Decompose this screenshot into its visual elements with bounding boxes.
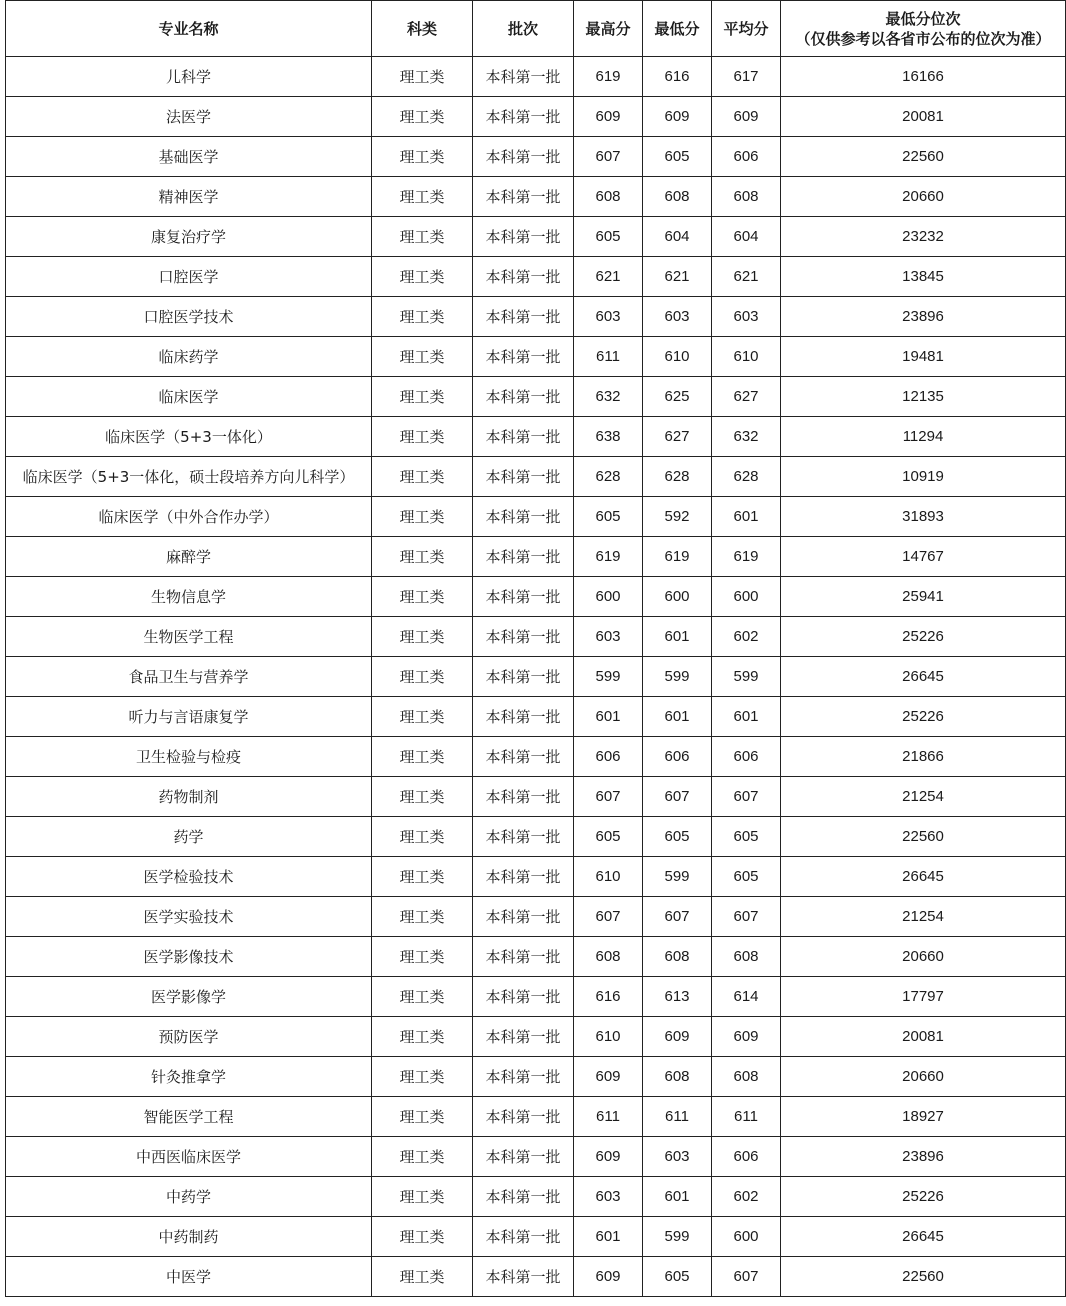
cell-major-name: 预防医学 xyxy=(6,1017,372,1057)
cell-avg-score: 604 xyxy=(712,217,781,257)
cell-batch: 本科第一批 xyxy=(473,1057,574,1097)
cell-batch: 本科第一批 xyxy=(473,97,574,137)
cell-category: 理工类 xyxy=(372,497,473,537)
cell-batch: 本科第一批 xyxy=(473,617,574,657)
cell-max-score: 609 xyxy=(574,1137,643,1177)
cell-category: 理工类 xyxy=(372,577,473,617)
cell-avg-score: 605 xyxy=(712,857,781,897)
table-row xyxy=(6,937,1066,977)
header-min-rank-note: （仅供参考以各省市公布的位次为准） xyxy=(795,29,1051,48)
cell-category: 理工类 xyxy=(372,657,473,697)
cell-min-score: 610 xyxy=(643,337,712,377)
cell-max-score: 619 xyxy=(574,537,643,577)
cell-major-name: 临床医学（5+3一体化） xyxy=(6,417,372,457)
cell-category: 理工类 xyxy=(372,1017,473,1057)
cell-avg-score: 603 xyxy=(712,297,781,337)
table-header xyxy=(6,1,1066,57)
cell-min-score: 613 xyxy=(643,977,712,1017)
cell-max-score: 609 xyxy=(574,1057,643,1097)
cell-min-score: 601 xyxy=(643,617,712,657)
cell-category: 理工类 xyxy=(372,1177,473,1217)
cell-avg-score: 605 xyxy=(712,817,781,857)
cell-major-name: 医学影像技术 xyxy=(6,937,372,977)
cell-min-rank: 20660 xyxy=(781,937,1066,977)
cell-max-score: 608 xyxy=(574,937,643,977)
cell-max-score: 600 xyxy=(574,577,643,617)
table-row xyxy=(6,1217,1066,1257)
cell-max-score: 603 xyxy=(574,297,643,337)
cell-avg-score: 610 xyxy=(712,337,781,377)
cell-category: 理工类 xyxy=(372,337,473,377)
cell-min-rank: 26645 xyxy=(781,657,1066,697)
cell-avg-score: 621 xyxy=(712,257,781,297)
cell-category: 理工类 xyxy=(372,1137,473,1177)
cell-avg-score: 600 xyxy=(712,1217,781,1257)
cell-min-score: 627 xyxy=(643,417,712,457)
cell-min-score: 609 xyxy=(643,97,712,137)
cell-max-score: 606 xyxy=(574,737,643,777)
cell-min-rank: 20081 xyxy=(781,97,1066,137)
header-min-score: 最低分 xyxy=(643,1,712,57)
cell-batch: 本科第一批 xyxy=(473,377,574,417)
cell-avg-score: 608 xyxy=(712,1057,781,1097)
cell-category: 理工类 xyxy=(372,697,473,737)
cell-major-name: 法医学 xyxy=(6,97,372,137)
table-row xyxy=(6,1257,1066,1297)
cell-avg-score: 614 xyxy=(712,977,781,1017)
table-row xyxy=(6,1017,1066,1057)
cell-min-score: 599 xyxy=(643,657,712,697)
cell-major-name: 医学影像学 xyxy=(6,977,372,1017)
cell-min-score: 605 xyxy=(643,137,712,177)
cell-min-rank: 25226 xyxy=(781,617,1066,657)
cell-avg-score: 609 xyxy=(712,97,781,137)
cell-min-score: 625 xyxy=(643,377,712,417)
cell-category: 理工类 xyxy=(372,817,473,857)
cell-batch: 本科第一批 xyxy=(473,337,574,377)
cell-batch: 本科第一批 xyxy=(473,657,574,697)
cell-batch: 本科第一批 xyxy=(473,737,574,777)
cell-category: 理工类 xyxy=(372,377,473,417)
cell-category: 理工类 xyxy=(372,297,473,337)
table-row xyxy=(6,737,1066,777)
cell-min-score: 603 xyxy=(643,297,712,337)
cell-min-score: 608 xyxy=(643,1057,712,1097)
cell-category: 理工类 xyxy=(372,897,473,937)
cell-batch: 本科第一批 xyxy=(473,297,574,337)
cell-min-score: 605 xyxy=(643,1257,712,1297)
cell-major-name: 药学 xyxy=(6,817,372,857)
cell-major-name: 食品卫生与营养学 xyxy=(6,657,372,697)
cell-min-rank: 21254 xyxy=(781,897,1066,937)
table-row xyxy=(6,57,1066,97)
cell-max-score: 611 xyxy=(574,337,643,377)
cell-major-name: 麻醉学 xyxy=(6,537,372,577)
cell-batch: 本科第一批 xyxy=(473,257,574,297)
table-row xyxy=(6,137,1066,177)
cell-min-score: 592 xyxy=(643,497,712,537)
cell-batch: 本科第一批 xyxy=(473,1137,574,1177)
cell-major-name: 临床医学（中外合作办学） xyxy=(6,497,372,537)
cell-batch: 本科第一批 xyxy=(473,417,574,457)
cell-major-name: 临床医学（5+3一体化，硕士段培养方向儿科学） xyxy=(6,457,372,497)
cell-avg-score: 627 xyxy=(712,377,781,417)
cell-batch: 本科第一批 xyxy=(473,217,574,257)
cell-min-score: 605 xyxy=(643,817,712,857)
cell-avg-score: 600 xyxy=(712,577,781,617)
header-min-rank xyxy=(781,1,1066,57)
cell-avg-score: 608 xyxy=(712,937,781,977)
cell-max-score: 605 xyxy=(574,217,643,257)
cell-avg-score: 611 xyxy=(712,1097,781,1137)
cell-major-name: 临床医学 xyxy=(6,377,372,417)
table-row xyxy=(6,1097,1066,1137)
cell-batch: 本科第一批 xyxy=(473,937,574,977)
cell-min-score: 607 xyxy=(643,897,712,937)
cell-batch: 本科第一批 xyxy=(473,577,574,617)
cell-category: 理工类 xyxy=(372,97,473,137)
cell-min-score: 604 xyxy=(643,217,712,257)
cell-min-rank: 11294 xyxy=(781,417,1066,457)
table-row xyxy=(6,897,1066,937)
table-row xyxy=(6,377,1066,417)
cell-max-score: 607 xyxy=(574,777,643,817)
cell-category: 理工类 xyxy=(372,777,473,817)
cell-batch: 本科第一批 xyxy=(473,457,574,497)
table-row xyxy=(6,537,1066,577)
header-major-name: 专业名称 xyxy=(6,1,372,57)
cell-batch: 本科第一批 xyxy=(473,1217,574,1257)
cell-avg-score: 606 xyxy=(712,1137,781,1177)
cell-min-score: 599 xyxy=(643,857,712,897)
header-avg-score: 平均分 xyxy=(712,1,781,57)
cell-min-score: 607 xyxy=(643,777,712,817)
table-row xyxy=(6,257,1066,297)
cell-min-rank: 20660 xyxy=(781,177,1066,217)
cell-max-score: 638 xyxy=(574,417,643,457)
cell-major-name: 医学实验技术 xyxy=(6,897,372,937)
cell-category: 理工类 xyxy=(372,257,473,297)
cell-min-rank: 19481 xyxy=(781,337,1066,377)
cell-batch: 本科第一批 xyxy=(473,897,574,937)
cell-category: 理工类 xyxy=(372,617,473,657)
cell-major-name: 中西医临床医学 xyxy=(6,1137,372,1177)
cell-major-name: 生物医学工程 xyxy=(6,617,372,657)
cell-max-score: 603 xyxy=(574,617,643,657)
cell-avg-score: 632 xyxy=(712,417,781,457)
cell-max-score: 605 xyxy=(574,817,643,857)
cell-major-name: 智能医学工程 xyxy=(6,1097,372,1137)
cell-min-score: 619 xyxy=(643,537,712,577)
cell-major-name: 针灸推拿学 xyxy=(6,1057,372,1097)
table-row xyxy=(6,977,1066,1017)
table-row xyxy=(6,97,1066,137)
cell-batch: 本科第一批 xyxy=(473,1017,574,1057)
cell-min-rank: 17797 xyxy=(781,977,1066,1017)
cell-min-score: 611 xyxy=(643,1097,712,1137)
table-row xyxy=(6,1177,1066,1217)
cell-min-score: 600 xyxy=(643,577,712,617)
cell-min-rank: 20660 xyxy=(781,1057,1066,1097)
table-row xyxy=(6,337,1066,377)
cell-avg-score: 601 xyxy=(712,497,781,537)
cell-max-score: 632 xyxy=(574,377,643,417)
cell-min-rank: 25226 xyxy=(781,1177,1066,1217)
cell-min-rank: 22560 xyxy=(781,137,1066,177)
table-row xyxy=(6,497,1066,537)
header-category: 科类 xyxy=(372,1,473,57)
table-row xyxy=(6,417,1066,457)
cell-max-score: 616 xyxy=(574,977,643,1017)
cell-min-score: 628 xyxy=(643,457,712,497)
cell-major-name: 中药制药 xyxy=(6,1217,372,1257)
table-row xyxy=(6,457,1066,497)
cell-min-rank: 21254 xyxy=(781,777,1066,817)
table-row xyxy=(6,777,1066,817)
cell-category: 理工类 xyxy=(372,417,473,457)
cell-batch: 本科第一批 xyxy=(473,697,574,737)
cell-avg-score: 607 xyxy=(712,897,781,937)
cell-avg-score: 602 xyxy=(712,617,781,657)
cell-max-score: 621 xyxy=(574,257,643,297)
cell-major-name: 精神医学 xyxy=(6,177,372,217)
cell-min-rank: 21866 xyxy=(781,737,1066,777)
cell-major-name: 口腔医学 xyxy=(6,257,372,297)
header-min-rank-title: 最低分位次 xyxy=(885,9,961,28)
cell-avg-score: 602 xyxy=(712,1177,781,1217)
cell-min-rank: 31893 xyxy=(781,497,1066,537)
cell-category: 理工类 xyxy=(372,57,473,97)
cell-major-name: 康复治疗学 xyxy=(6,217,372,257)
cell-min-rank: 25941 xyxy=(781,577,1066,617)
cell-category: 理工类 xyxy=(372,177,473,217)
cell-avg-score: 606 xyxy=(712,737,781,777)
cell-major-name: 基础医学 xyxy=(6,137,372,177)
cell-batch: 本科第一批 xyxy=(473,537,574,577)
cell-min-rank: 26645 xyxy=(781,857,1066,897)
cell-min-score: 621 xyxy=(643,257,712,297)
cell-category: 理工类 xyxy=(372,737,473,777)
cell-min-score: 601 xyxy=(643,697,712,737)
cell-min-rank: 18927 xyxy=(781,1097,1066,1137)
cell-min-score: 606 xyxy=(643,737,712,777)
cell-avg-score: 607 xyxy=(712,1257,781,1297)
table-row xyxy=(6,697,1066,737)
cell-major-name: 口腔医学技术 xyxy=(6,297,372,337)
cell-avg-score: 628 xyxy=(712,457,781,497)
table-row xyxy=(6,857,1066,897)
cell-max-score: 610 xyxy=(574,1017,643,1057)
cell-min-score: 608 xyxy=(643,177,712,217)
cell-major-name: 听力与言语康复学 xyxy=(6,697,372,737)
header-row xyxy=(6,1,1066,57)
table-row xyxy=(6,1137,1066,1177)
cell-max-score: 608 xyxy=(574,177,643,217)
cell-major-name: 医学检验技术 xyxy=(6,857,372,897)
cell-avg-score: 606 xyxy=(712,137,781,177)
cell-avg-score: 599 xyxy=(712,657,781,697)
cell-min-rank: 26645 xyxy=(781,1217,1066,1257)
cell-category: 理工类 xyxy=(372,857,473,897)
cell-max-score: 605 xyxy=(574,497,643,537)
cell-min-rank: 22560 xyxy=(781,817,1066,857)
cell-max-score: 601 xyxy=(574,697,643,737)
cell-batch: 本科第一批 xyxy=(473,1097,574,1137)
cell-min-rank: 16166 xyxy=(781,57,1066,97)
cell-batch: 本科第一批 xyxy=(473,1257,574,1297)
cell-major-name: 临床药学 xyxy=(6,337,372,377)
cell-major-name: 卫生检验与检疫 xyxy=(6,737,372,777)
table-row xyxy=(6,1057,1066,1097)
cell-category: 理工类 xyxy=(372,1097,473,1137)
table-row xyxy=(6,577,1066,617)
header-max-score: 最高分 xyxy=(574,1,643,57)
cell-max-score: 609 xyxy=(574,97,643,137)
table-row xyxy=(6,217,1066,257)
cell-batch: 本科第一批 xyxy=(473,857,574,897)
cell-min-rank: 22560 xyxy=(781,1257,1066,1297)
cell-min-rank: 20081 xyxy=(781,1017,1066,1057)
cell-batch: 本科第一批 xyxy=(473,177,574,217)
cell-min-score: 608 xyxy=(643,937,712,977)
cell-min-score: 609 xyxy=(643,1017,712,1057)
header-batch: 批次 xyxy=(473,1,574,57)
cell-category: 理工类 xyxy=(372,137,473,177)
cell-min-rank: 23896 xyxy=(781,297,1066,337)
cell-major-name: 中药学 xyxy=(6,1177,372,1217)
cell-min-score: 601 xyxy=(643,1177,712,1217)
cell-batch: 本科第一批 xyxy=(473,777,574,817)
cell-category: 理工类 xyxy=(372,537,473,577)
cell-max-score: 603 xyxy=(574,1177,643,1217)
cell-category: 理工类 xyxy=(372,1057,473,1097)
cell-max-score: 619 xyxy=(574,57,643,97)
cell-batch: 本科第一批 xyxy=(473,497,574,537)
cell-category: 理工类 xyxy=(372,1217,473,1257)
cell-batch: 本科第一批 xyxy=(473,137,574,177)
admission-scores-table xyxy=(5,0,1066,1297)
cell-avg-score: 617 xyxy=(712,57,781,97)
cell-min-rank: 14767 xyxy=(781,537,1066,577)
cell-major-name: 中医学 xyxy=(6,1257,372,1297)
cell-major-name: 药物制剂 xyxy=(6,777,372,817)
cell-max-score: 609 xyxy=(574,1257,643,1297)
table-row xyxy=(6,817,1066,857)
cell-min-rank: 25226 xyxy=(781,697,1066,737)
cell-avg-score: 607 xyxy=(712,777,781,817)
cell-category: 理工类 xyxy=(372,937,473,977)
cell-batch: 本科第一批 xyxy=(473,817,574,857)
cell-max-score: 607 xyxy=(574,137,643,177)
table-row xyxy=(6,177,1066,217)
table-row xyxy=(6,657,1066,697)
cell-category: 理工类 xyxy=(372,977,473,1017)
cell-category: 理工类 xyxy=(372,1257,473,1297)
cell-major-name: 生物信息学 xyxy=(6,577,372,617)
cell-max-score: 607 xyxy=(574,897,643,937)
cell-min-score: 599 xyxy=(643,1217,712,1257)
cell-batch: 本科第一批 xyxy=(473,977,574,1017)
cell-avg-score: 601 xyxy=(712,697,781,737)
cell-major-name: 儿科学 xyxy=(6,57,372,97)
cell-min-rank: 23232 xyxy=(781,217,1066,257)
cell-max-score: 611 xyxy=(574,1097,643,1137)
cell-min-rank: 13845 xyxy=(781,257,1066,297)
cell-min-rank: 10919 xyxy=(781,457,1066,497)
table-body xyxy=(6,57,1066,1297)
cell-max-score: 610 xyxy=(574,857,643,897)
cell-min-score: 603 xyxy=(643,1137,712,1177)
cell-max-score: 601 xyxy=(574,1217,643,1257)
cell-max-score: 599 xyxy=(574,657,643,697)
cell-category: 理工类 xyxy=(372,457,473,497)
cell-min-score: 616 xyxy=(643,57,712,97)
cell-min-rank: 12135 xyxy=(781,377,1066,417)
table-row xyxy=(6,297,1066,337)
table-row xyxy=(6,617,1066,657)
cell-max-score: 628 xyxy=(574,457,643,497)
cell-batch: 本科第一批 xyxy=(473,57,574,97)
cell-avg-score: 608 xyxy=(712,177,781,217)
cell-category: 理工类 xyxy=(372,217,473,257)
cell-avg-score: 619 xyxy=(712,537,781,577)
cell-avg-score: 609 xyxy=(712,1017,781,1057)
cell-min-rank: 23896 xyxy=(781,1137,1066,1177)
cell-batch: 本科第一批 xyxy=(473,1177,574,1217)
